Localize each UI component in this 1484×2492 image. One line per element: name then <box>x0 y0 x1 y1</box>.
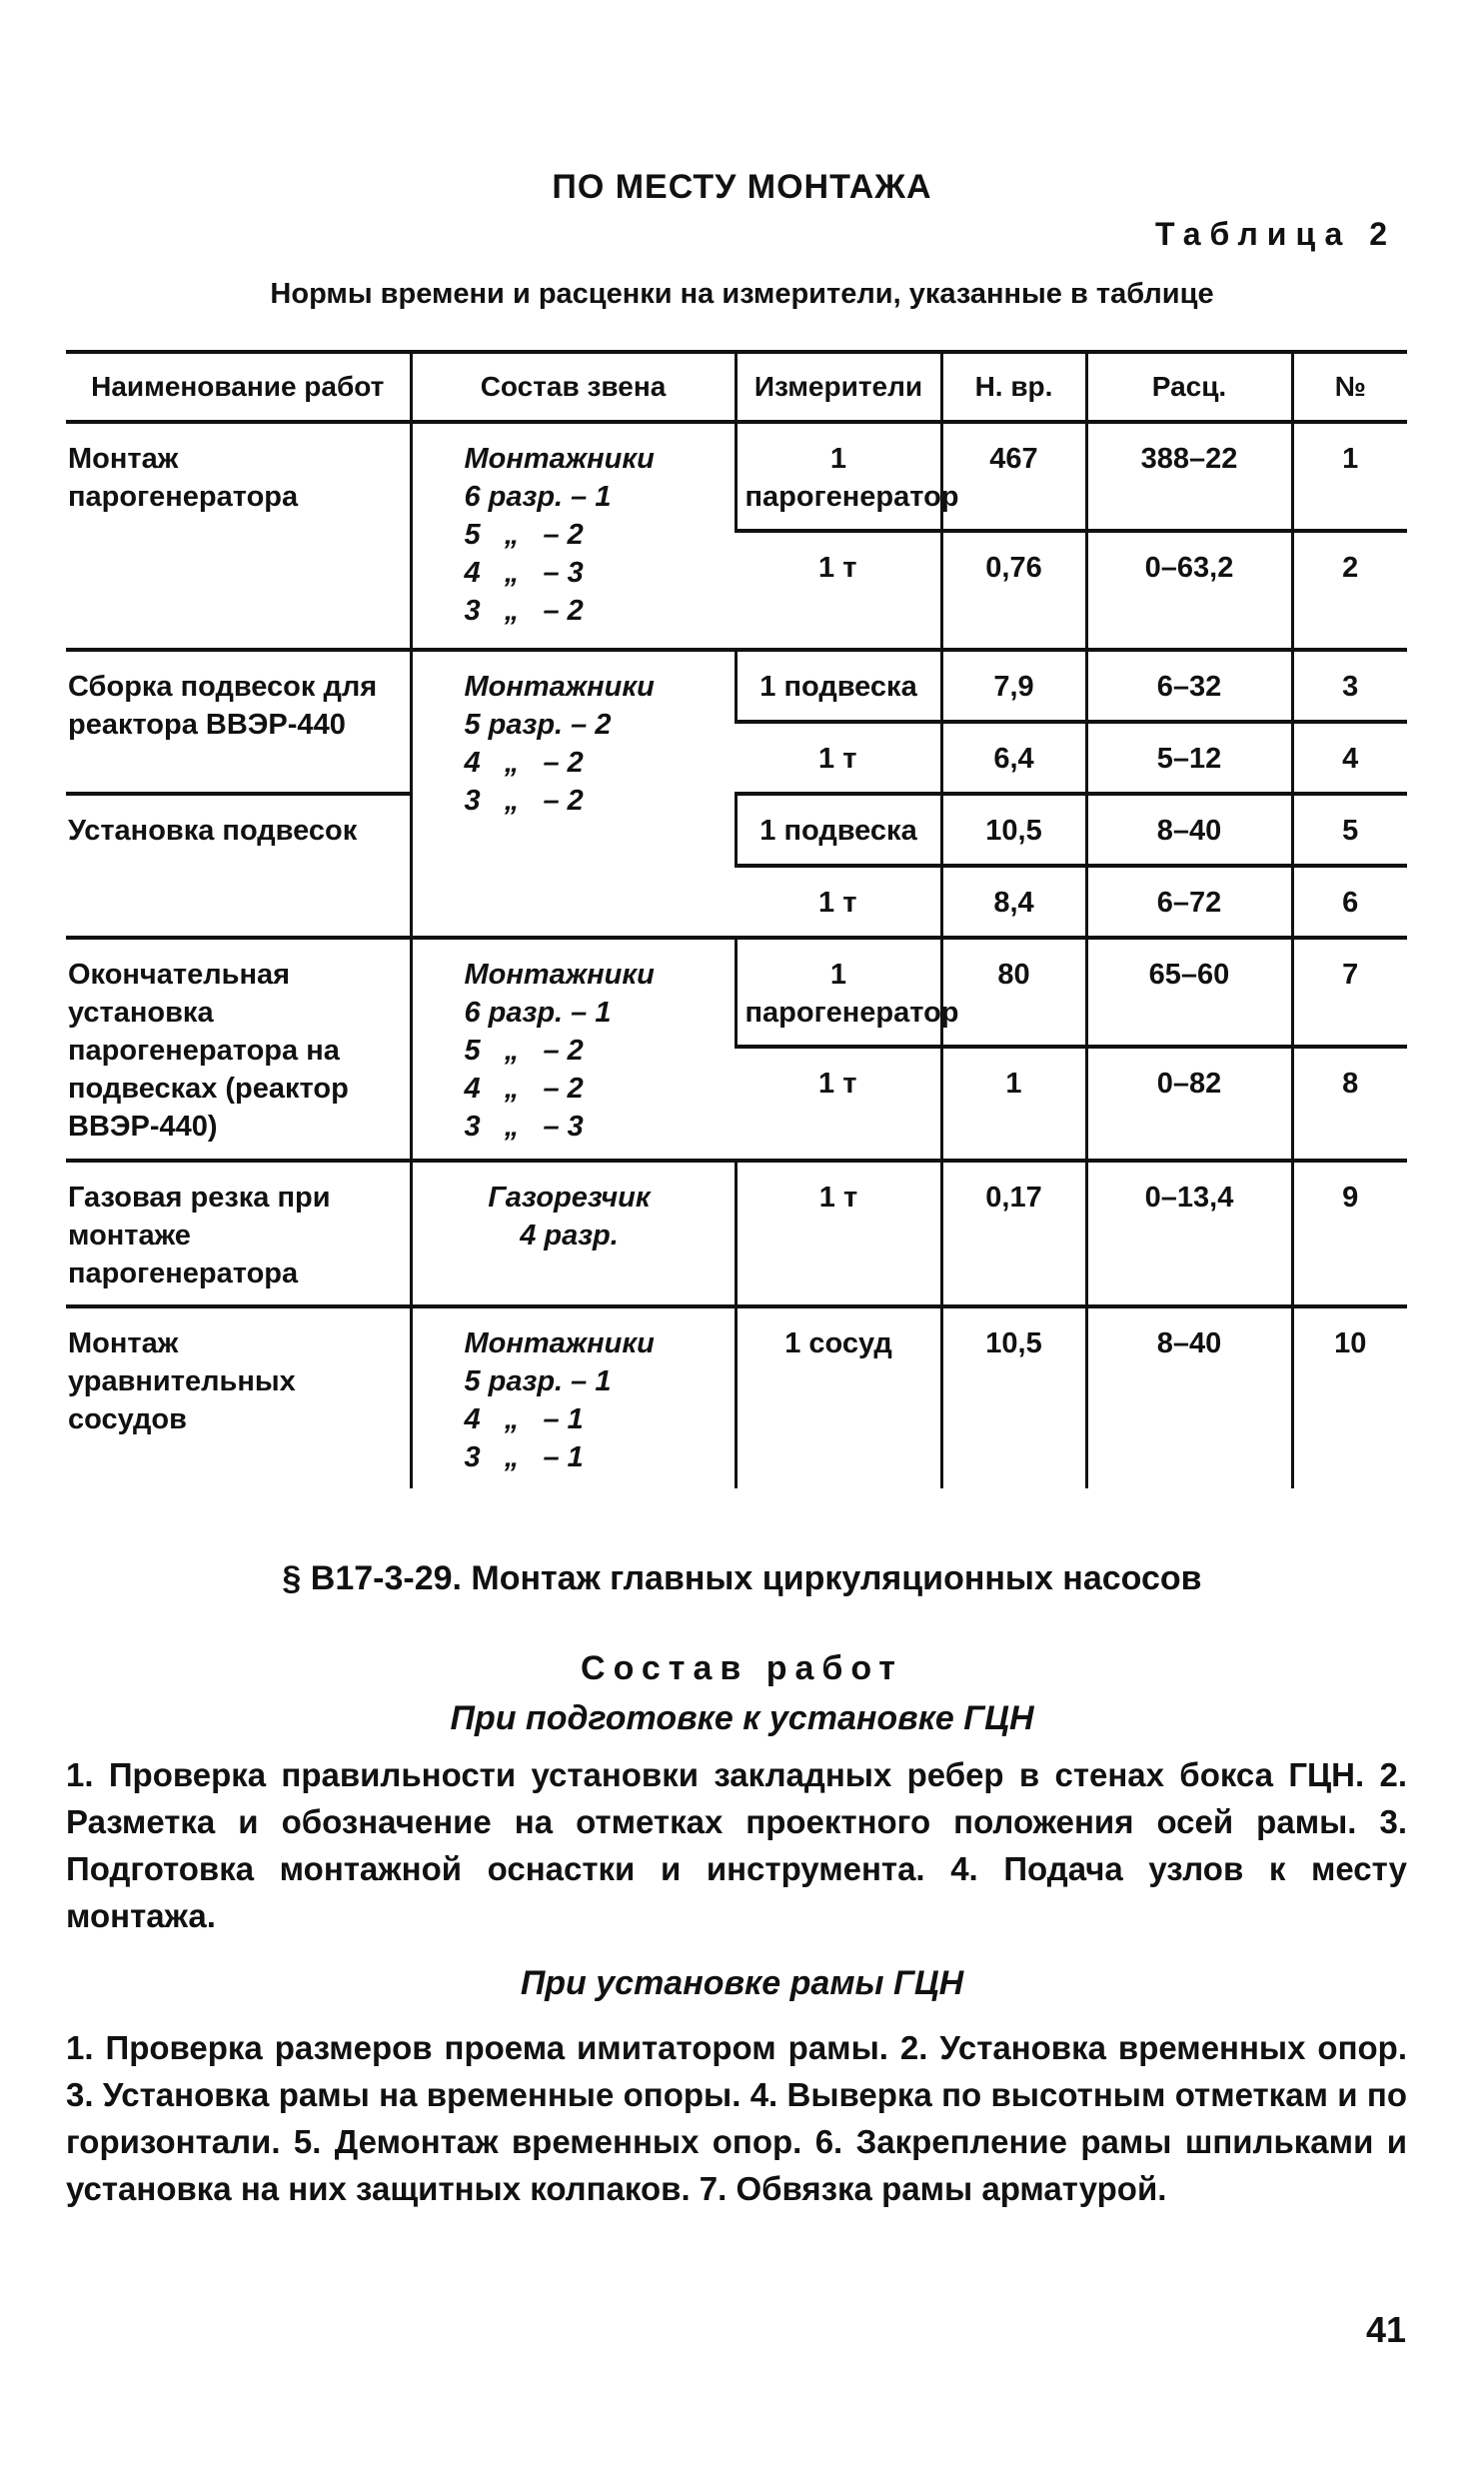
header-crew: Состав звена <box>411 352 736 422</box>
crew-cell: Монтажники 6 разр. – 1 5 „ – 2 4 „ – 2 3 „ – 3 <box>411 938 736 1161</box>
rate-cell: 0–82 <box>1086 1047 1292 1161</box>
rate-cell: 0–13,4 <box>1086 1161 1292 1306</box>
time-norm-cell: 1 <box>941 1047 1086 1161</box>
time-norm-cell: 10,5 <box>941 1306 1086 1488</box>
header-rate: Расц. <box>1086 352 1292 422</box>
rate-cell: 6–72 <box>1086 866 1292 938</box>
rate-cell: 388–22 <box>1086 422 1292 531</box>
section-title: § В17-3-29. Монтаж главных циркуляционных насосов <box>282 1559 1202 1597</box>
crew-cell: Монтажники 5 разр. – 2 4 „ – 2 3 „ – 2 <box>411 650 736 938</box>
table-row <box>66 1306 1407 1488</box>
unit-cell: 1 подвеска <box>736 794 941 866</box>
norms-table <box>66 350 1407 1488</box>
crew-cell: Газорезчик 4 разр. <box>411 1161 736 1306</box>
unit-cell: 1 подвеска <box>736 650 941 722</box>
time-norm-cell: 467 <box>941 422 1086 531</box>
row-number-cell: 10 <box>1292 1306 1407 1488</box>
unit-cell: 1 т <box>736 1161 941 1306</box>
table-row <box>66 1161 1407 1306</box>
rate-cell: 8–40 <box>1086 794 1292 866</box>
rate-cell: 5–12 <box>1086 722 1292 794</box>
row-number-cell: 1 <box>1292 422 1407 531</box>
work-name-cell: Монтаж уравнительных сосудов <box>66 1306 411 1488</box>
paragraph-frame-installation: 1. Проверка размеров проема имитатором рамы. 2. Установка временных опор. 3. Установка рамы на временные опоры. 4. Выверка по высотным отметкам и по горизонтали. 5. Демонтаж временных опор. 6. Закрепление рамы шпильками и установка на них защитных колпаков. 7. Обвязка рамы арматурой. <box>66 2029 1407 2207</box>
row-number-cell: 7 <box>1292 938 1407 1047</box>
rate-cell: 65–60 <box>1086 938 1292 1047</box>
header-unit: Измерители <box>736 352 941 422</box>
work-name-cell: Газовая резка при монтаже парогенератора <box>66 1161 411 1306</box>
time-norm-cell: 10,5 <box>941 794 1086 866</box>
header-number: № <box>1292 352 1407 422</box>
unit-cell: 1 т <box>736 531 941 650</box>
table-row <box>66 794 1407 866</box>
time-norm-cell: 0,17 <box>941 1161 1086 1306</box>
subheading-frame-installation: При установке рамы ГЦН <box>520 1964 964 2002</box>
rate-cell: 8–40 <box>1086 1306 1292 1488</box>
unit-cell: 1 т <box>736 1047 941 1161</box>
work-name-cell: Сборка подвесок для реактора ВВЭР-440 <box>66 650 411 794</box>
unit-cell: 1 т <box>736 722 941 794</box>
unit-cell: 1 сосуд <box>736 1306 941 1488</box>
header-time-norm: Н. вр. <box>941 352 1086 422</box>
crew-cell: Монтажники 6 разр. – 1 5 „ – 2 4 „ – 3 3 „ – 2 <box>411 422 736 650</box>
rate-cell: 6–32 <box>1086 650 1292 722</box>
unit-cell: 1 парогенератор <box>736 938 941 1047</box>
table-row <box>66 938 1407 1047</box>
time-norm-cell: 80 <box>941 938 1086 1047</box>
work-name-cell: Установка подвесок <box>66 794 411 938</box>
unit-cell: 1 парогенератор <box>736 422 941 531</box>
table-caption: Нормы времени и расценки на измерители, указанные в таблице <box>270 278 1214 310</box>
row-number-cell: 4 <box>1292 722 1407 794</box>
table-label: Таблица 2 <box>1154 216 1396 252</box>
row-number-cell: 2 <box>1292 531 1407 650</box>
unit-cell: 1 т <box>736 866 941 938</box>
rate-cell: 0–63,2 <box>1086 531 1292 650</box>
time-norm-cell: 8,4 <box>941 866 1086 938</box>
page-heading: ПО МЕСТУ МОНТАЖА <box>552 168 932 206</box>
row-number-cell: 8 <box>1292 1047 1407 1161</box>
page-number: 41 <box>1365 2309 1406 2350</box>
composition-heading: Состав работ <box>581 1649 903 1687</box>
row-number-cell: 6 <box>1292 866 1407 938</box>
row-number-cell: 5 <box>1292 794 1407 866</box>
crew-cell: Монтажники 5 разр. – 1 4 „ – 1 3 „ – 1 <box>411 1306 736 1488</box>
time-norm-cell: 0,76 <box>941 531 1086 650</box>
work-name-cell: Монтаж парогенератора <box>66 422 411 650</box>
row-number-cell: 9 <box>1292 1161 1407 1306</box>
table-header-row <box>66 352 1407 422</box>
subheading-preparation: При подготовке к установке ГЦН <box>450 1699 1034 1737</box>
time-norm-cell: 6,4 <box>941 722 1086 794</box>
header-work: Наименование работ <box>66 352 411 422</box>
table-row <box>66 650 1407 722</box>
row-number-cell: 3 <box>1292 650 1407 722</box>
time-norm-cell: 7,9 <box>941 650 1086 722</box>
table-row <box>66 422 1407 531</box>
paragraph-preparation: 1. Проверка правильности установки закладных ребер в стенах бокса ГЦН. 2. Разметка и обозначение на отметках проектного положения осей рамы. 3. Подготовка монтажной оснастки и инструмента. 4. Подача узлов к месту монтажа. <box>66 1756 1407 1934</box>
work-name-cell: Окончательная установка парогенератора на подвесках (реактор ВВЭР-440) <box>66 938 411 1161</box>
